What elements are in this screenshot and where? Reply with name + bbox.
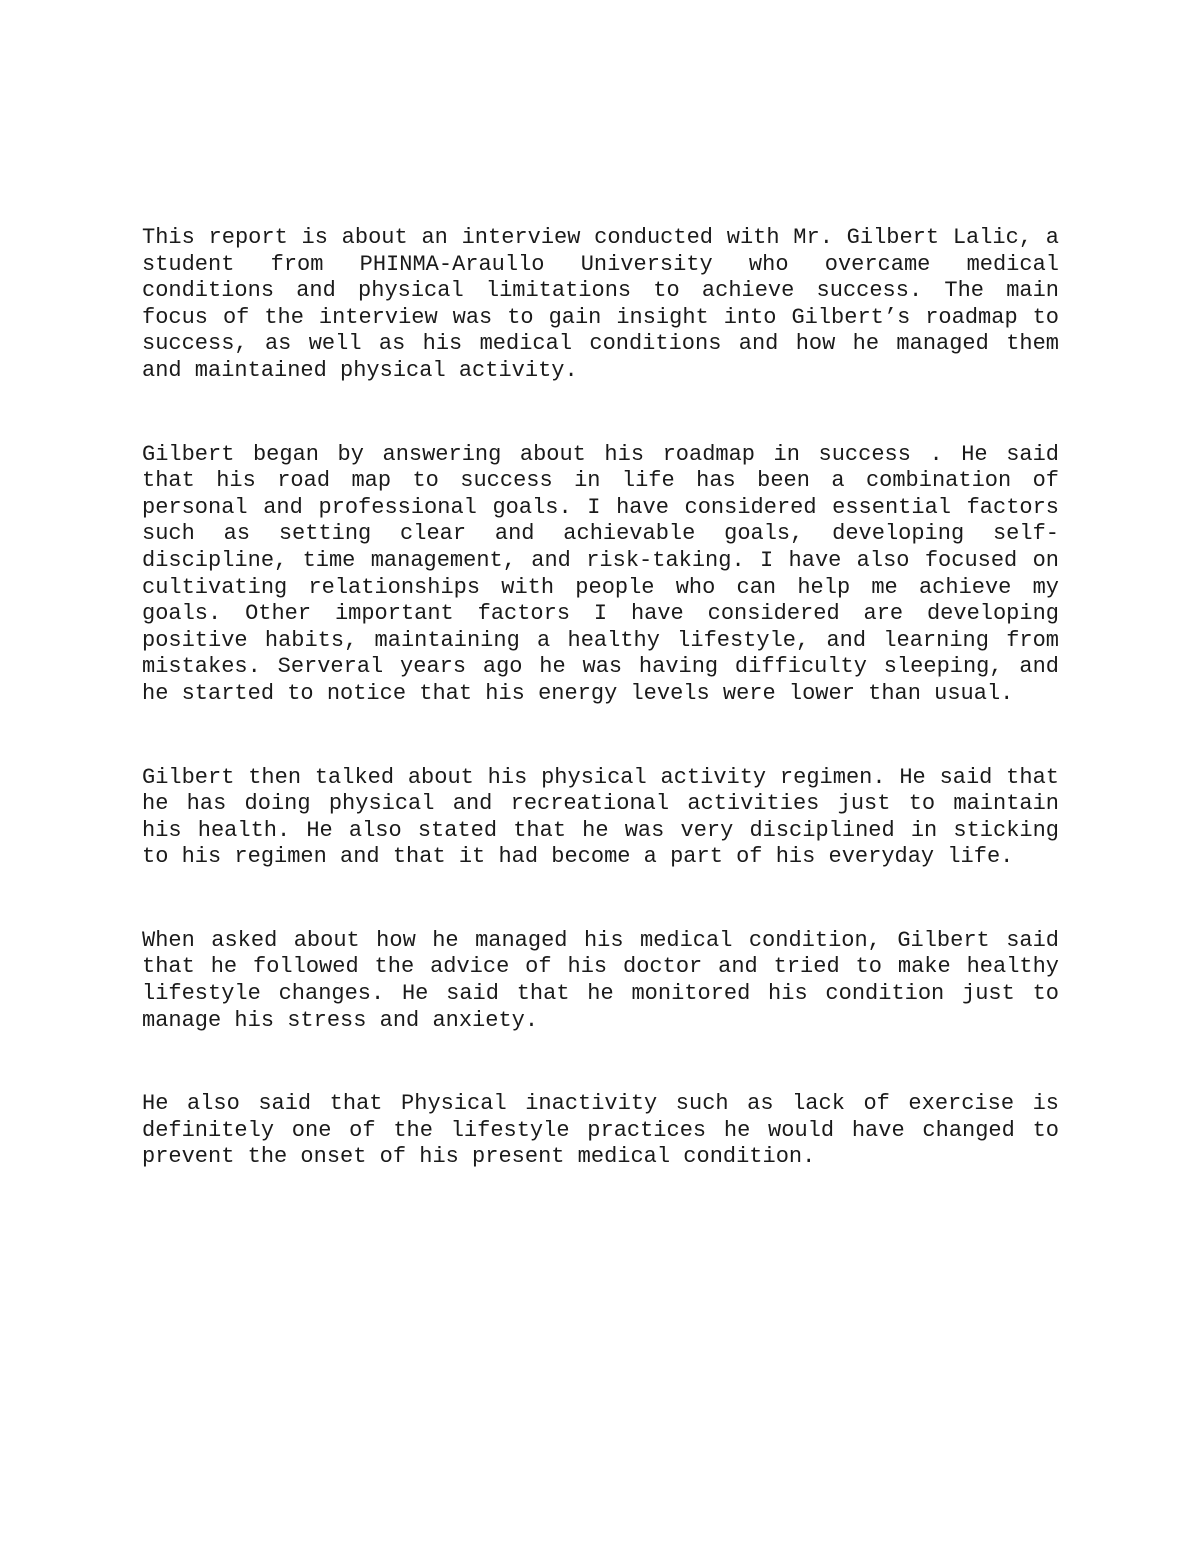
paragraph-activity-regimen: Gilbert then talked about his physical activity regimen. He said that he has doing physical and recreational activities just to maintain his health. He also stated that he was very disciplined in sticking to his regimen and that it had become a part of his everyday life. xyxy=(142,764,1059,870)
paragraph-lifestyle-change: He also said that Physical inactivity such as lack of exercise is definitely one of the lifestyle practices he would have changed to prevent the onset of his present medical condition. xyxy=(142,1091,1059,1170)
paragraph-introduction: This report is about an interview conducted with Mr. Gilbert Lalic, a student from PHINMA-Araullo University who overcame medical conditions and physical limitations to achieve success. The main focus of the interview was to gain insight into Gilbert’s roadmap to success, as well as his medical conditions and how he managed them and maintained physical activity. xyxy=(142,225,1059,383)
report-body xyxy=(142,225,1059,1228)
paragraph-roadmap: Gilbert began by answering about his roadmap in success . He said that his road map to success in life has been a combination of personal and professional goals. I have considered essential factors such as setting clear and achievable goals, developing self-discipline, time management, and risk-taking. I have also focused on cultivating relationships with people who can help me achieve my goals. Other important factors I have considered are developing positive habits, maintaining a healthy lifestyle, and learning from mistakes. Serveral years ago he was having difficulty sleeping, and he started to notice that his energy levels were lower than usual. xyxy=(142,441,1059,706)
paragraph-medical-management: When asked about how he managed his medical condition, Gilbert said that he followed the advice of his doctor and tried to make healthy lifestyle changes. He said that he monitored his condition just to manage his stress and anxiety. xyxy=(142,927,1059,1033)
